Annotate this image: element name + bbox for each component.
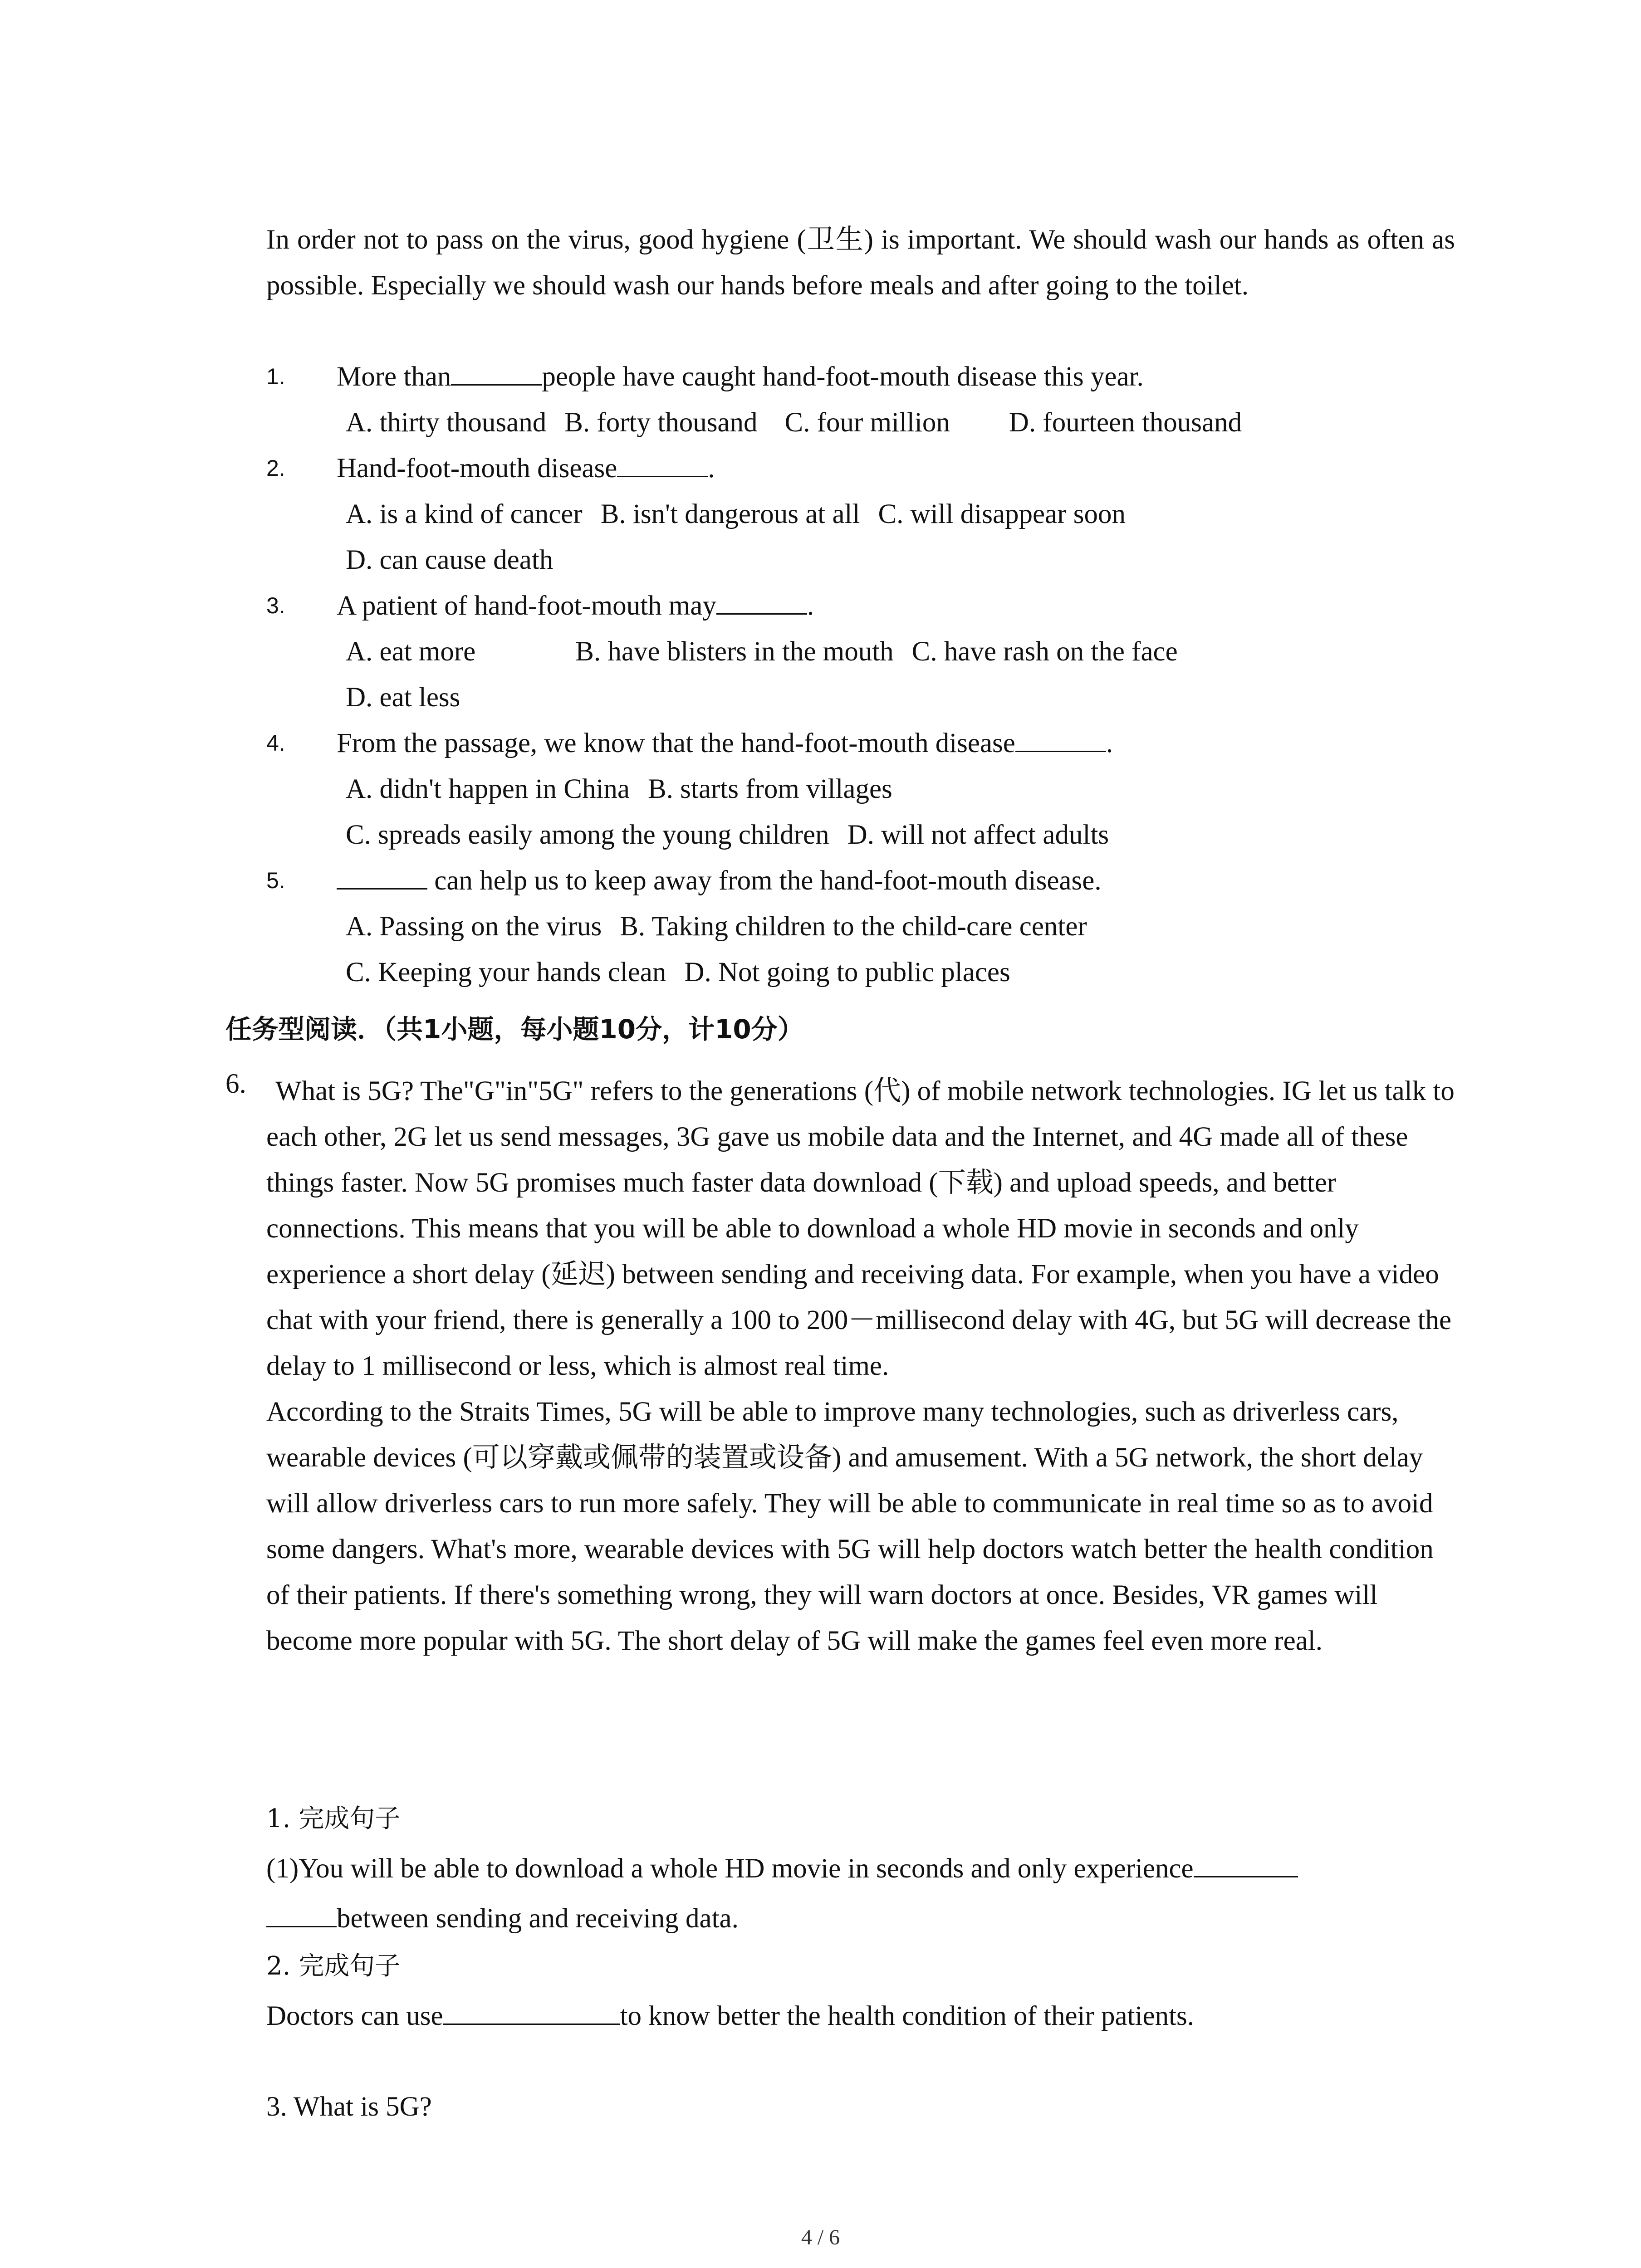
options-line — [346, 949, 1010, 995]
option-c: C. have rash on the face — [911, 636, 1178, 667]
subquestion-1-sentence: (1)You will be able to download a whole HD movie in seconds and only experience — [266, 1844, 1491, 1894]
answer-blank — [1194, 1847, 1298, 1877]
option-a: A. Passing on the virus — [346, 911, 602, 942]
option-a: A. thirty thousand — [346, 407, 547, 438]
option-b: B. forty thousand — [564, 407, 758, 438]
option-c: C. four million — [784, 407, 950, 438]
option-c: C. spreads easily among the young children — [346, 820, 829, 850]
question-stem: A patient of hand-foot-mouth may . — [337, 583, 814, 629]
reading-passage — [266, 1068, 1460, 1664]
options-line — [346, 812, 1109, 858]
question-stem: can help us to keep away from the hand-foot-mouth disease. — [337, 858, 1102, 904]
option-d: D. eat less — [346, 682, 460, 713]
question-stem: From the passage, we know that the hand-foot-mouth disease . — [337, 720, 1113, 766]
option-d: D. Not going to public places — [684, 957, 1010, 987]
question-2 — [266, 445, 1491, 583]
options-line — [346, 537, 553, 583]
subquestion-2-title: 2. 完成句子 — [266, 1951, 401, 1981]
question-number: 1. — [266, 364, 285, 389]
subquestion-1-sentence-cont: between sending and receiving data. — [266, 1894, 1491, 1944]
page-number: 4 / 6 — [801, 2225, 840, 2249]
question-4 — [266, 720, 1491, 858]
options-line — [346, 766, 892, 812]
answer-blank — [617, 447, 708, 477]
intro-paragraph: In order not to pass on the virus, good hygiene (卫生) is important. We should wash our hands as often as possible. Especially we should wash our hands before meals and after going to the toilet. — [266, 225, 1455, 301]
options-line — [346, 675, 460, 720]
option-a: A. is a kind of cancer — [346, 499, 583, 529]
option-c: C. will disappear soon — [878, 499, 1126, 529]
option-d: D. will not affect adults — [847, 820, 1109, 850]
question-5 — [266, 858, 1491, 995]
answer-blank — [443, 1994, 620, 2025]
option-b: B. isn't dangerous at all — [600, 499, 860, 529]
question-number: 3. — [266, 593, 285, 618]
answer-blank — [451, 355, 542, 386]
option-c: C. Keeping your hands clean — [346, 957, 666, 987]
answer-blank — [1015, 722, 1106, 752]
section-title: 任务型阅读．（共1小题，每小题10分，计10分） — [225, 1014, 804, 1045]
subquestion-2-sentence: Doctors can use to know better the health condition of their patients. — [266, 1991, 1491, 2041]
question-3 — [266, 583, 1491, 720]
option-b: B. Taking children to the child-care center — [620, 911, 1087, 942]
option-a: A. didn't happen in China — [346, 774, 630, 804]
question-number: 4. — [266, 730, 285, 756]
option-a: A. eat more — [346, 636, 476, 667]
passage-paragraph-1: What is 5G? The"G"in"5G" refers to the generations (代) of mobile network technologies. IG let us talk to each other, 2G let us send messages, 3G gave us mobile data and the Internet, and 4G made all of these things faster. Now 5G promises much faster data download (下载) and upload speeds, and better connections. This means that you will be able to download a whole HD movie in seconds and only experience a short delay (延迟) between sending and receiving data. For example, when you have a video chat with your friend, there is generally a 100 to 200－millisecond delay with 4G, but 5G will decrease the delay to 1 millisecond or less, which is almost real time. — [266, 1076, 1455, 1381]
answer-blank — [337, 859, 427, 890]
question-stem: More than people have caught hand-foot-mouth disease this year. — [337, 354, 1144, 400]
answer-blank — [266, 1897, 337, 1927]
question-1 — [266, 354, 1491, 445]
passage-paragraph-2: According to the Straits Times, 5G will be able to improve many technologies, such as driverless cars, wearable devices (可以穿戴或佩带的装置或设备) and amusement. With a 5G network, the short delay will allow driverless cars to run more safely. They will be able to communicate in real time so as to avoid some dangers. What's more, wearable devices with 5G will help doctors watch better the health condition of their patients. If there's something wrong, they will warn doctors at once. Besides, VR games will become more popular with 5G. The short delay of 5G will make the games feel even more real. — [266, 1397, 1434, 1656]
options-line — [346, 400, 1242, 445]
question-number: 5. — [266, 868, 285, 893]
answer-blank — [716, 584, 807, 615]
options-line — [346, 904, 1087, 949]
subquestion-3: 3. What is 5G? — [266, 2092, 432, 2122]
option-d: D. fourteen thousand — [1009, 407, 1242, 438]
subquestion-1-title: 1. 完成句子 — [266, 1804, 401, 1833]
option-d: D. can cause death — [346, 545, 554, 575]
options-line — [346, 491, 1126, 537]
question-number: 6. — [225, 1069, 246, 1099]
question-stem: Hand-foot-mouth disease . — [337, 445, 715, 491]
option-b: B. have blisters in the mouth — [575, 636, 894, 667]
options-line — [346, 629, 1178, 675]
option-b: B. starts from villages — [648, 774, 892, 804]
question-number: 2. — [266, 455, 285, 481]
